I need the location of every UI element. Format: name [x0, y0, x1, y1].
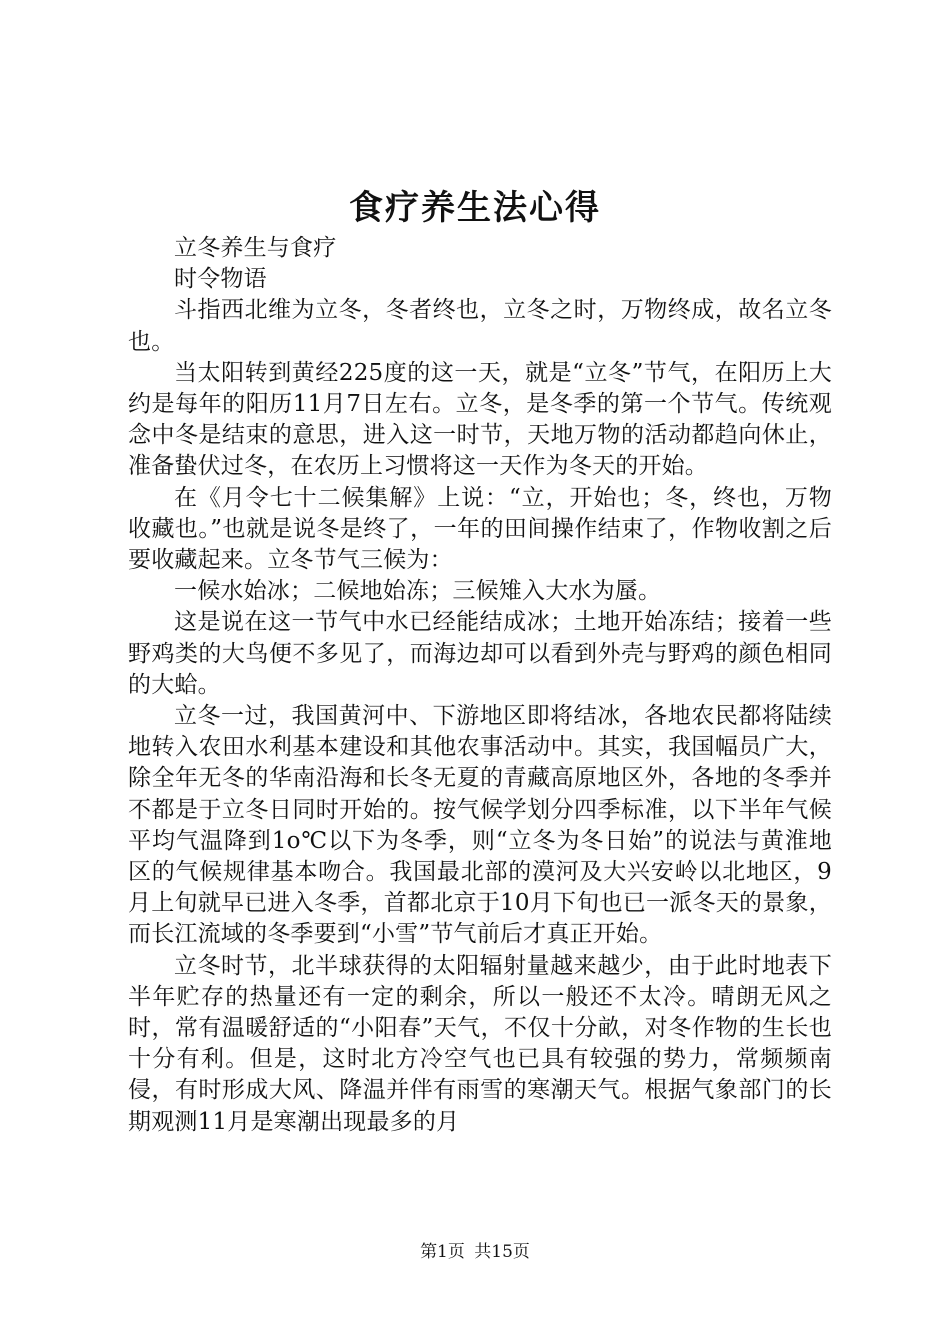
- page-total: 共15页: [474, 1242, 530, 1262]
- body-paragraph: 立冬一过，我国黄河中、下游地区即将结冰，各地农民都将陆续地转入农田水利基本建设和其他农事活动中。其实，我国幅员广大，除全年无冬的华南沿海和长冬无夏的青藏高原地区外，各地的冬季并不都是于立冬日同时开始的。按气候学划分四季标准，以下半年气候平均气温降到1o℃以下为冬季，则“立冬为冬日始”的说法与黄淮地区的气候规律基本吻合。我国最北部的漠河及大兴安岭以北地区，9月上旬就早已进入冬季，首都北京于10月下旬也已一派冬天的景象，而长江流域的冬季要到“小雪”节气前后才真正开始。: [128, 703, 832, 948]
- page-number: 第1页: [420, 1242, 465, 1262]
- body-paragraph: 一候水始冰；二候地始冻；三候雉入大水为蜃。: [174, 578, 662, 605]
- heading-paragraph: 立冬养生与食疗: [174, 235, 337, 261]
- document-body: [128, 233, 832, 1138]
- body-paragraph: 立冬时节，北半球获得的太阳辐射量越来越少，由于此时地表下半年贮存的热量还有一定的剩余，所以一般还不太冷。晴朗无风之时，常有温暖舒适的“小阳春”天气，不仅十分畝，对冬作物的生长也十分有利。但是，这时北方冷空气也已具有较强的势力，常频频南侵，有时形成大风、降温并伴有雨雪的寒潮天气。根据气象部门的长期观测11月是寒潮出现最多的月: [128, 952, 832, 1135]
- document-title: 食疗养生法心得: [349, 188, 601, 228]
- body-paragraph: 当太阳转到黄经225度的这一天，就是“立冬”节气，在阳历上大约是每年的阳历11月7日左右。立冬，是冬季的第一个节气。传统观念中冬是结束的意思，进入这一时节，天地万物的活动都趋向休止，准备蛰伏过冬，在农历上习惯将这一天作为冬天的开始。: [128, 359, 832, 480]
- body-paragraph: 这是说在这一节气中水已经能结成冰；土地开始冻结；接着一些野鸡类的大鸟便不多见了，而海边却可以看到外壳与野鸡的颜色相同的大蛤。: [128, 609, 832, 698]
- page-footer: [0, 1240, 950, 1264]
- subheading-paragraph: 时令物语: [174, 266, 267, 293]
- body-paragraph: 斗指西北维为立冬，冬者终也，立冬之时，万物终成，故名立冬也。: [128, 297, 832, 355]
- body-paragraph: 在《月令七十二候集解》上说：“立，开始也；冬，终也，万物收藏也。”也就是说冬是终了，一年的田间操作结束了，作物收割之后要收藏起来。立冬节气三候为：: [128, 484, 832, 574]
